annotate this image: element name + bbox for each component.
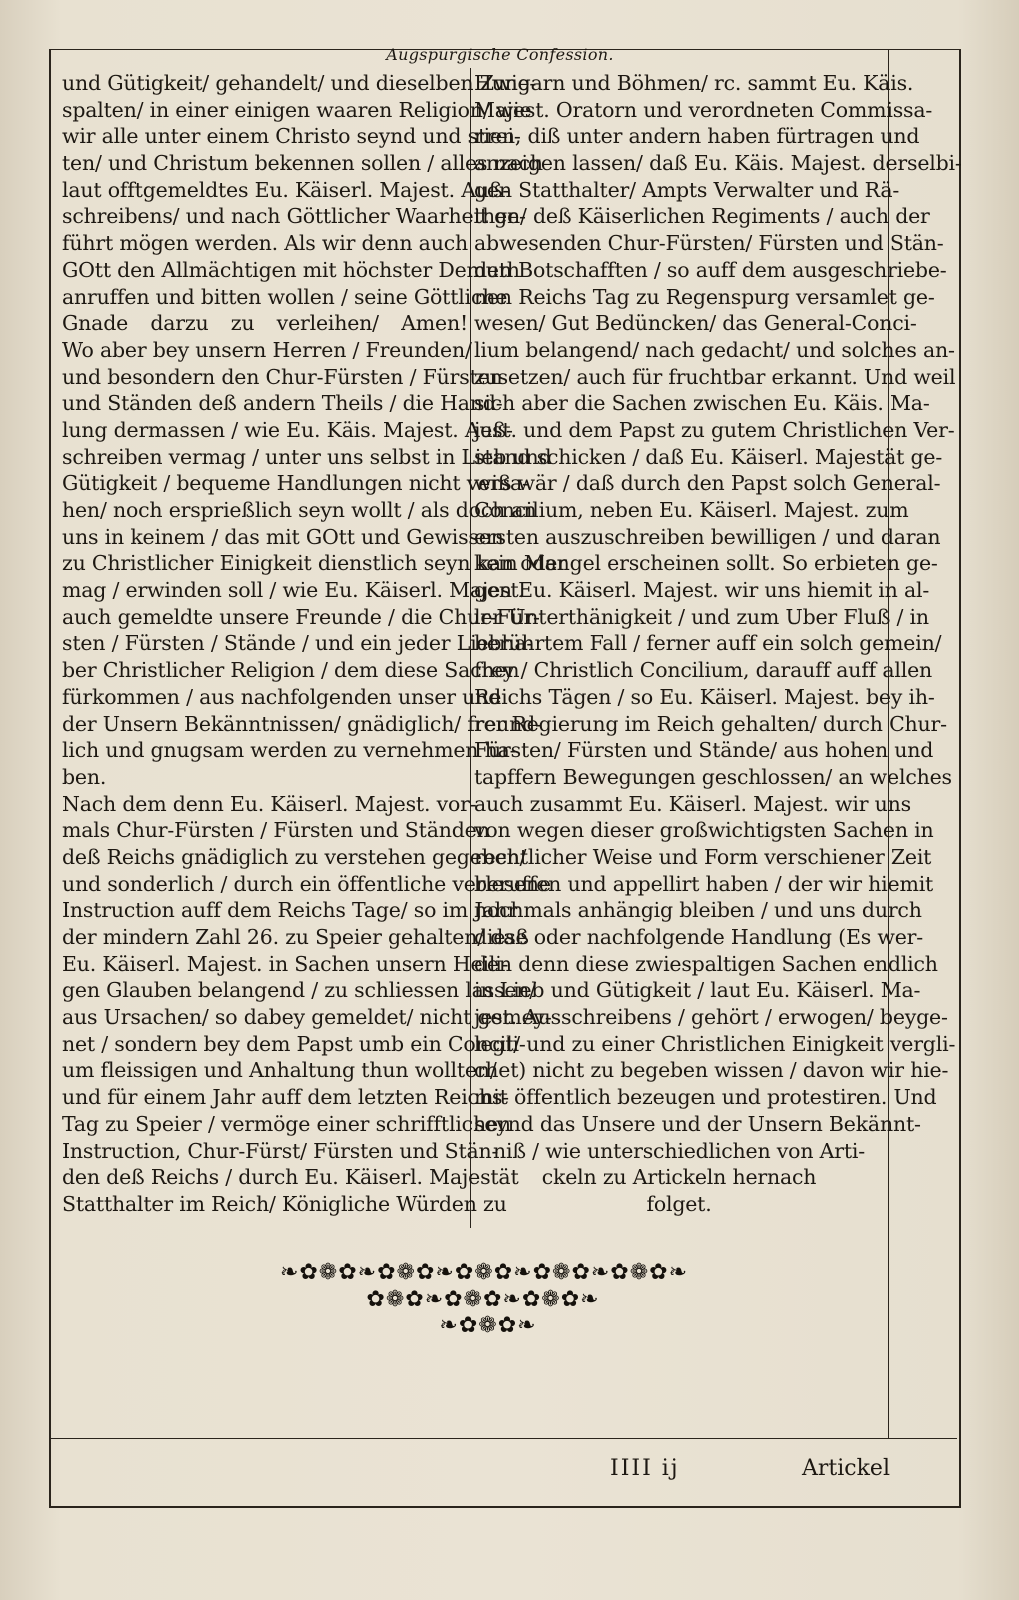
text-line: spalten/ in einer einigen waaren Religion/ wie [62, 97, 532, 122]
text-line: wiß wär / daß durch den Papst solch General- [474, 471, 941, 496]
text-line: berührtem Fall / ferner auff ein solch gemein/ [474, 631, 942, 656]
text-line: gen Eu. Käiserl. Majest. wir uns hiemit in al- [474, 578, 930, 603]
text-line: auch zusammt Eu. Käiserl. Majest. wir uns [474, 791, 911, 816]
text-line: Gütigkeit / bequeme Handlungen nicht versa- [62, 471, 529, 496]
text-line: rien, diß unter andern haben fürtragen und [474, 124, 920, 149]
text-line: Instruction, Chur-Fürst/ Fürsten und Stän- [62, 1138, 499, 1163]
text-line: rer Regierung im Reich gehalten/ durch Chur- [474, 711, 947, 736]
text-line: jest. und dem Papst zu gutem Christlichen Ver- [474, 417, 955, 442]
text-line: den Botschafften / so auff dem ausgeschriebe- [474, 257, 947, 282]
text-line: schreiben vermag / unter uns selbst in Lieb und [62, 444, 552, 469]
text-line: gen Glauben belangend / zu schliessen lassen/ [62, 978, 536, 1003]
text-line: lung dermassen / wie Eu. Käis. Majest. Auß- [62, 417, 513, 442]
text-line: Concilium, neben Eu. Käiserl. Majest. zum [474, 498, 909, 522]
text-line: beruffen und appellirt haben / der wir hiemit [474, 871, 934, 896]
text-line: den denn diese zwiespaltigen Sachen endlich [474, 951, 938, 976]
text-line: Majest. Oratorn und verordneten Commissa- [474, 97, 933, 122]
text-line: aus Ursachen/ so dabey gemeldet/ nicht gemey- [62, 1005, 552, 1030]
text-line: tapffern Bewegungen geschlossen/ an welches [474, 764, 952, 789]
text-line: net / sondern bey dem Papst umb ein Concili- [62, 1031, 526, 1056]
text-line: und Gütigkeit/ gehandelt/ und dieselben Zwie- [62, 71, 537, 95]
text-line: abwesenden Chur-Fürsten/ Fürsten und Stän- [474, 231, 944, 256]
text-line: Statthalter im Reich/ Königliche Würden zu [62, 1191, 507, 1216]
text-line: kein Mangel erscheinen sollt. So erbieten ge- [474, 551, 938, 576]
text-line: zusetzen/ auch für fruchtbar erkannt. Und weil [474, 364, 956, 389]
text-line: ersten auszuschreiben bewilligen / und daran [474, 524, 941, 549]
text-line: ckeln zu Artickeln hernach [541, 1165, 817, 1190]
text-line: und besondern den Chur-Fürsten / Fürsten [62, 364, 503, 389]
text-line: Nach dem denn Eu. Käiserl. Majest. vor- [62, 791, 477, 816]
text-line: uns in keinem / das mit GOtt und Gewissen [62, 524, 504, 549]
text-line: mit öffentlich bezeugen und protestiren. Und [474, 1085, 937, 1110]
text-line: anzeigen lassen/ daß Eu. Käis. Majest. derselbi- [474, 151, 962, 176]
text-line: nen Reichs Tag zu Regenspurg versamlet ge- [474, 284, 935, 309]
text-line: Gnade darzu zu verleihen/ Amen! [62, 311, 468, 336]
right-text-column [474, 70, 962, 1218]
text-line: schreibens/ und nach Göttlicher Waarheit ge- [62, 204, 526, 229]
text-line: jest. Ausschreibens / gehört / erwogen/ beyge- [474, 1005, 948, 1030]
text-line: niß / wie unterschiedlichen von Arti- [493, 1138, 865, 1163]
ornament-row-1: ❧✿❁✿❧✿❁✿❧✿❁✿❧✿❁✿❧✿❁✿❧ [279, 1260, 689, 1285]
text-line: GOtt den Allmächtigen mit höchster Demuth [62, 257, 520, 282]
text-line: Wo aber bey unsern Herren / Freunden/ [62, 337, 472, 362]
text-line: auch gemeldte unsere Freunde / die Chur-Für- [62, 604, 540, 629]
left-text-column [62, 70, 567, 1218]
text-line: fürkommen / aus nachfolgenden unser und [62, 684, 502, 709]
text-line: zu Christlicher Einigkeit dienstlich seyn kan oder [62, 551, 567, 576]
text-line: sich aber die Sachen zwischen Eu. Käis. Ma- [474, 391, 930, 416]
catchword: Artickel [802, 1456, 890, 1481]
text-line: frey / Christlich Concilium, darauff auff allen [474, 658, 933, 683]
text-line: Tag zu Speier / vermöge einer schrifftlichen [62, 1111, 511, 1136]
text-line: um fleissigen und Anhaltung thun wollten/ [62, 1058, 497, 1083]
text-line: und sonderlich / durch ein öffentliche verlesene [62, 871, 551, 896]
text-line: mag / erwinden soll / wie Eu. Käiserl. Majest. [62, 578, 525, 603]
text-line: wir alle unter einem Christo seynd und strei- [62, 124, 521, 149]
text-line: diese oder nachfolgende Handlung (Es wer- [474, 925, 923, 949]
text-line: den deß Reichs / durch Eu. Käiserl. Majestät [62, 1165, 519, 1190]
text-line: Eu. Käiserl. Majest. in Sachen unsern Heili- [62, 951, 509, 976]
ornament-row-3: ❧✿❁✿❧ [439, 1313, 537, 1338]
ornament-row-2: ✿❁✿❧✿❁✿❧✿❁✿❧ [366, 1287, 600, 1312]
text-line: mals Chur-Fürsten / Fürsten und Ständen [62, 818, 490, 843]
text-line: wesen/ Gut Bedüncken/ das General-Conci- [474, 311, 917, 336]
text-line: in Lieb und Gütigkeit / laut Eu. Käiserl. Ma- [474, 978, 921, 1003]
text-line: Reichs Tägen / so Eu. Käiserl. Majest. bey ih- [474, 684, 935, 709]
text-line: Hungarn und Böhmen/ rc. sammt Eu. Käis. [474, 71, 914, 95]
text-line: und Ständen deß andern Theils / die Hand- [62, 391, 503, 416]
text-line: rechtlicher Weise und Form verschiener Zeit [474, 844, 932, 869]
text-line: ber Christlicher Religion / dem diese Sachen [62, 658, 520, 683]
text-line: ben. [62, 764, 107, 789]
text-line: der mindern Zahl 26. zu Speier gehalten/ daß [62, 925, 529, 949]
text-line: deß Reichs gnädiglich zu verstehen gegeben/ [62, 844, 527, 869]
text-line: lich und gnugsam werden zu vernehmen ha- [62, 738, 517, 763]
text-line: chet) nicht zu begeben wissen / davon wir hie- [474, 1058, 949, 1083]
text-line: Instruction auff dem Reichs Tage/ so im Jahr [62, 898, 518, 923]
text-line: ten/ und Christum bekennen sollen / alles nach [62, 151, 543, 176]
text-line: folget. [646, 1191, 712, 1216]
text-line: anruffen und bitten wollen / seine Göttliche [62, 284, 508, 309]
text-line: stand schicken / daß Eu. Käiserl. Majestät ge- [474, 444, 943, 469]
text-line: ler Unterthänigkeit / und zum Uber Fluß / in [474, 604, 929, 629]
text-line: gen Statthalter/ Ampts Verwalter und Rä- [474, 177, 900, 202]
text-line: nochmals anhängig bleiben / und uns durch [474, 898, 922, 923]
frame-inner-bottom-rule [51, 1438, 957, 1439]
text-line: von wegen dieser großwichtigsten Sachen in [474, 818, 934, 843]
running-head: Augspurgische Confession. [386, 45, 614, 64]
text-line: then/ deß Käiserlichen Regiments / auch der [474, 204, 930, 229]
text-line: sten / Fürsten / Stände / und ein jeder Liebha- [62, 631, 534, 656]
text-line: der Unsern Bekänntnissen/ gnädiglich/ freund- [62, 711, 542, 736]
text-line: seynd das Unsere und der Unsern Bekännt- [474, 1111, 921, 1136]
text-line: laut offtgemeldtes Eu. Käiserl. Majest. Auß- [62, 177, 510, 202]
text-line: hen/ noch ersprießlich seyn wollt / als doch an [62, 498, 537, 522]
signature-mark: IIII ij [610, 1456, 680, 1481]
text-line: lium belangend/ nach gedacht/ und solches an- [474, 337, 955, 362]
text-line: und für einem Jahr auff dem letzten Reichs- [62, 1085, 509, 1110]
text-line: führt mögen werden. Als wir denn auch [62, 231, 468, 256]
text-line: legt/ und zu einer Christlichen Einigkeit vergli- [474, 1031, 956, 1056]
text-line: Fürsten/ Fürsten und Stände/ aus hohen und [474, 738, 934, 763]
